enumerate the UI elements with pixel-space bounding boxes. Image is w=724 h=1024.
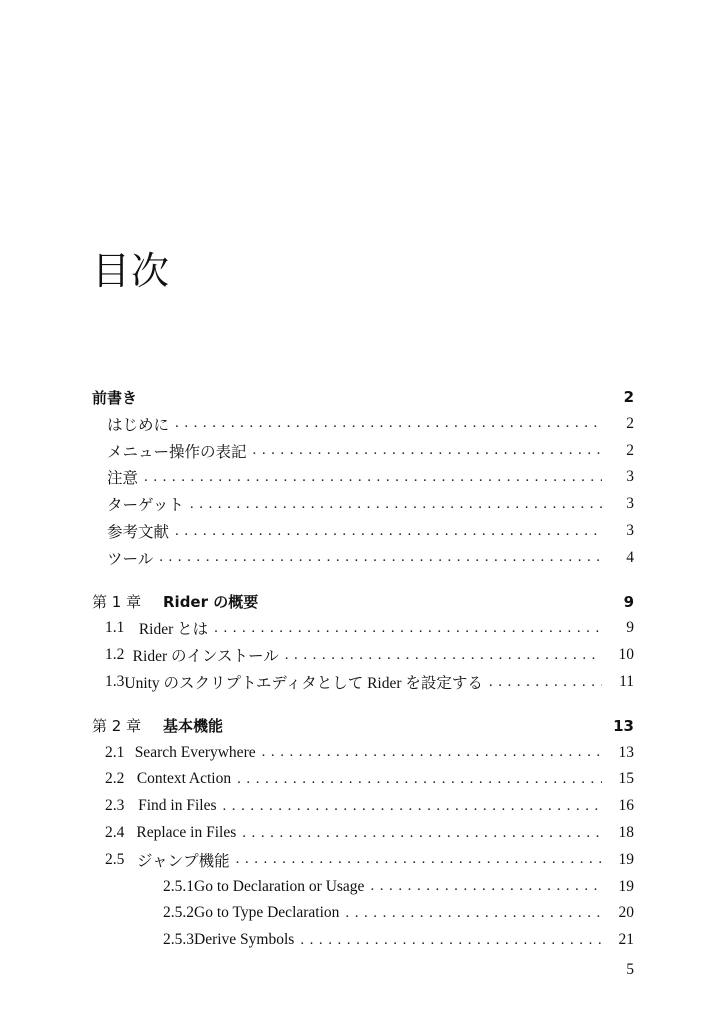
- toc-chapter-row: [92, 384, 634, 410]
- dot-leader: [223, 798, 603, 815]
- dot-leader: [300, 932, 602, 949]
- entry-page-number: 19: [618, 850, 634, 868]
- dot-leader: [253, 442, 602, 459]
- chapter-page-number: 9: [623, 592, 634, 611]
- entry-page-number: 4: [626, 548, 634, 566]
- toc-entry-row: [105, 847, 634, 873]
- dot-leader: [214, 620, 602, 637]
- toc-chapter-row: [92, 713, 634, 739]
- entry-title: Context Action: [136, 770, 232, 788]
- entry-title: ジャンプ機能: [136, 852, 230, 870]
- toc-entry-row: [107, 491, 634, 517]
- dot-leader: [236, 851, 602, 868]
- entry-number: 2.1: [105, 743, 125, 761]
- entry-title: ツール: [107, 550, 154, 568]
- dot-leader: [175, 415, 602, 432]
- entry-number: 1.1: [105, 619, 125, 637]
- entry-page-number: 18: [618, 824, 634, 841]
- page-title: 目次: [92, 249, 171, 293]
- entry-number: 2.5.1: [163, 877, 194, 895]
- entry-number: 2.5: [105, 850, 125, 868]
- entry-number: 2.3: [105, 797, 125, 815]
- dot-leader: [489, 674, 602, 691]
- dot-leader: [285, 647, 602, 664]
- entry-page-number: 2: [626, 441, 634, 459]
- toc-entry-row: [105, 642, 634, 668]
- dot-leader: [190, 496, 602, 513]
- toc-entry-row: [105, 669, 634, 695]
- dot-leader: [159, 549, 602, 566]
- entry-number: 2.4: [105, 824, 125, 841]
- dot-leader: [144, 469, 602, 486]
- toc-entry-row: [105, 740, 634, 766]
- chapter-number: 第 2 章: [92, 717, 142, 736]
- entry-title: Rider のインストール: [132, 648, 279, 666]
- entry-title: Rider とは: [138, 621, 209, 639]
- toc-entry-row: [105, 615, 634, 641]
- entry-page-number: 21: [618, 931, 634, 949]
- toc-entry-row: [105, 793, 634, 819]
- dot-leader: [370, 878, 602, 895]
- entry-title: ターゲット: [107, 497, 184, 515]
- toc-entry-row: [107, 545, 634, 571]
- footer-page-number: 5: [626, 961, 634, 978]
- chapter-title: 基本機能: [163, 717, 224, 736]
- entry-title: メニュー操作の表記: [107, 443, 247, 461]
- entry-number: 2.5.2: [163, 904, 194, 922]
- entry-page-number: 16: [618, 797, 634, 815]
- entry-page-number: 9: [626, 619, 634, 637]
- entry-page-number: 20: [618, 904, 634, 922]
- toc-entry-row: [163, 927, 634, 953]
- entry-number: 2.5.3: [163, 931, 194, 949]
- toc-entry-row: [163, 900, 634, 926]
- toc-entry-row: [107, 518, 634, 544]
- entry-number: 2.2: [105, 770, 125, 788]
- chapter-title: 前書き: [92, 388, 138, 407]
- toc-entry-row: [163, 874, 634, 900]
- entry-page-number: 11: [619, 673, 634, 690]
- entry-page-number: 19: [618, 877, 634, 895]
- entry-page-number: 10: [618, 646, 634, 664]
- entry-title: Find in Files: [138, 797, 217, 815]
- entry-title: Replace in Files: [136, 824, 237, 841]
- toc-entry-row: [107, 464, 634, 490]
- dot-leader: [262, 744, 602, 761]
- entry-title: はじめに: [107, 416, 170, 434]
- entry-title: Go to Declaration or Usage: [194, 877, 365, 895]
- entry-number: 1.3: [105, 673, 125, 690]
- entry-number: 1.2: [105, 646, 125, 664]
- toc-chapter-row: [92, 589, 634, 615]
- entry-title: 注意: [107, 470, 139, 488]
- entry-title: Unity のスクリプトエディタとして Rider を設定する: [124, 675, 483, 692]
- entry-title: Derive Symbols: [194, 931, 295, 949]
- entry-page-number: 15: [618, 770, 634, 788]
- entry-title: 参考文献: [107, 524, 170, 541]
- dot-leader: [345, 905, 602, 922]
- entry-page-number: 3: [626, 468, 634, 486]
- dot-leader: [242, 825, 602, 842]
- toc-entry-row: [107, 438, 634, 464]
- entry-page-number: 3: [626, 522, 634, 539]
- toc-entry-row: [105, 820, 634, 846]
- chapter-title: Rider の概要: [163, 593, 259, 612]
- entry-page-number: 3: [626, 495, 634, 513]
- chapter-page-number: 13: [613, 716, 634, 735]
- entry-title: Go to Type Declaration: [194, 904, 340, 922]
- entry-page-number: 2: [626, 414, 634, 432]
- entry-page-number: 13: [618, 743, 634, 761]
- toc-entry-row: [107, 411, 634, 437]
- dot-leader: [237, 771, 602, 788]
- chapter-number: 第 1 章: [92, 593, 142, 612]
- dot-leader: [175, 523, 602, 540]
- entry-title: Search Everywhere: [134, 743, 256, 761]
- chapter-page-number: 2: [623, 388, 634, 406]
- toc-entry-row: [105, 766, 634, 792]
